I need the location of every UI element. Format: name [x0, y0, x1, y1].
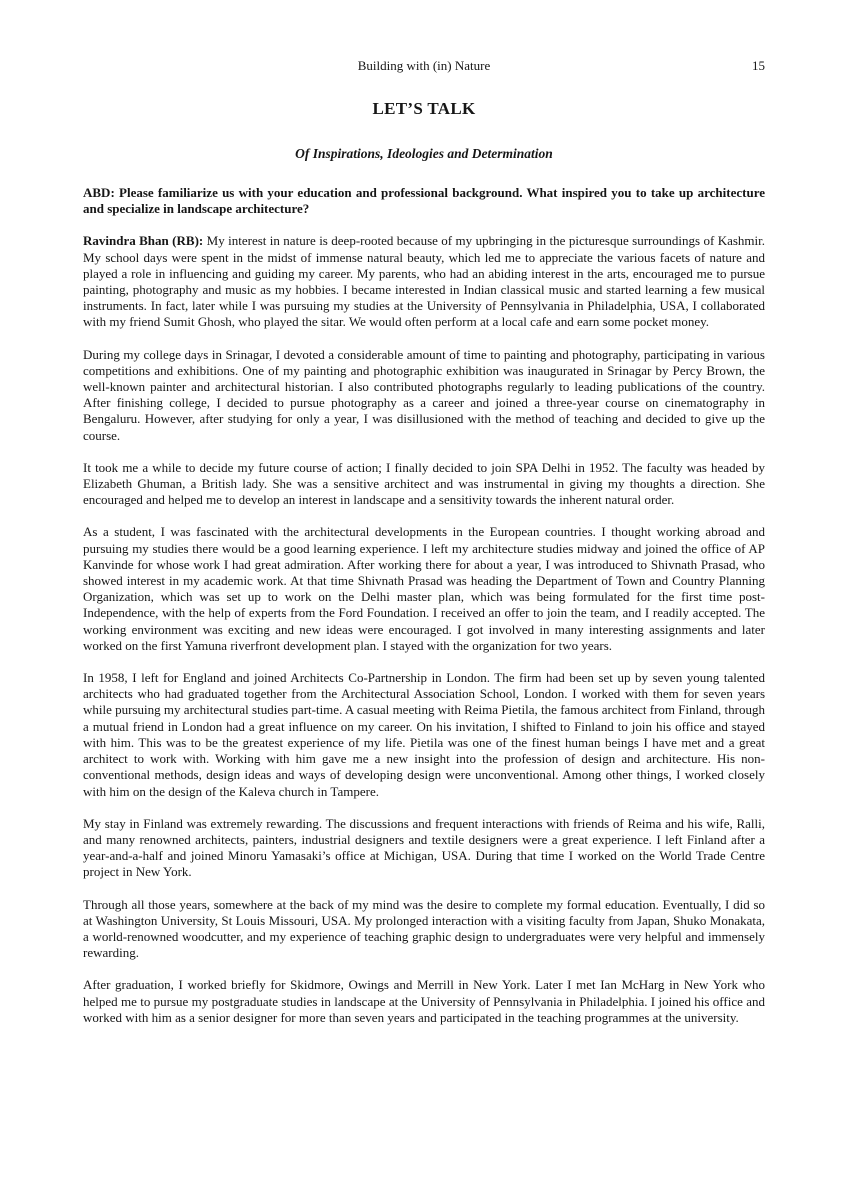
answer-paragraph: It took me a while to decide my future course of action; I finally decided to join SPA Delhi in 1952. The faculty was headed by Elizabeth Ghuman, a British lady. She was a sensitive architect and was instrumental in giving my thoughts a direction. She encouraged and helped me to develop an interest in landscape and a sensitivity towards the inherent natural order. [83, 459, 765, 508]
answer-paragraph: Through all those years, somewhere at the back of my mind was the desire to complete my formal education. Eventually, I did so at Washington University, St Louis Missouri, USA. My prolonged interaction with a visiting faculty from Japan, Shuko Monakata, a world-renowned woodcutter, and my experience of teaching graphic design to undergraduates were very helpful and immensely rewarding. [83, 896, 765, 961]
page-header [83, 58, 765, 74]
interview-question: ABD: Please familiarize us with your education and professional background. What inspired you to take up architecture and specialize in landscape architecture? [83, 185, 765, 217]
answer-paragraph: During my college days in Srinagar, I devoted a considerable amount of time to painting and photography, participating in various competitions and exhibitions. One of my painting and photographic exhibition was inaugurated in Srinagar by Percy Brown, the well-known painter and architectural historian. I also contributed photographs regularly to leading publications of the country. After finishing college, I decided to pursue photography as a career and joined a three-year course on cinematography in Bengaluru. However, after studying for only a year, I was disillusioned with the method of teaching and decided to give up the course. [83, 346, 765, 443]
answer-paragraph: After graduation, I worked briefly for Skidmore, Owings and Merrill in New York. Later I met Ian McHarg in New York who helped me to pursue my postgraduate studies in landscape at the University of Pennsylvania in Philadelphia. I joined his office and worked with him as a senior designer for more than seven years and participated in the teaching programmes at the university. [83, 977, 765, 1025]
chapter-title: LET’S TALK [372, 99, 476, 118]
speaker-label: Ravindra Bhan (RB): [83, 233, 204, 249]
running-title: Building with (in) Nature [357, 58, 491, 73]
chapter-subtitle: Of Inspirations, Ideologies and Determination [295, 146, 553, 161]
answer-paragraph [83, 233, 765, 330]
answer-paragraph: As a student, I was fascinated with the architectural developments in the European countries. I thought working abroad and pursuing my studies there would be a good learning experience. I left my architecture studies midway and joined the office of AP Kanvinde for whose work I had great admiration. After working there for about a year, I was introduced to Shivnath Prasad, who showed interest in my academic work. At that time Shivnath Prasad was heading the Department of Town and Country Planning Organization, which was set up to work on the Delhi master plan, which was being formulated for the first time post-Independence, with the help of experts from the Ford Foundation. I received an offer to join the team, and I readily accepted. The working environment was exciting and new ideas were encouraged. I got involved in many interesting assignments and later worked on the first Yamuna riverfront development plan. I stayed with the organization for two years. [83, 524, 765, 653]
answer-paragraph: My stay in Finland was extremely rewarding. The discussions and frequent interactions with friends of Reima and his wife, Ralli, and many renowned architects, painters, industrial designers and textile designers were a great experience. I left Finland after a year-and-a-half and joined Minoru Yamasaki’s office at Michigan, USA. During that time I worked on the World Trade Centre project in New York. [83, 815, 765, 880]
answer-paragraph-text: My interest in nature is deep-rooted because of my upbringing in the picturesque surroundings of Kashmir. My school days were spent in the midst of immense natural beauty, which led me to appreciate the various facets of nature and played a role in influencing and guiding my career. My parents, who had an abiding interest in the arts, encouraged me to pursue painting, photography and music as my hobbies. I became interested in Indian classical music and started learning a few musical instruments. In fact, later while I was pursuing my studies at the University of Pennsylvania in Philadelphia, USA, I collaborated with my friend Sumit Ghosh, who played the sitar. We would often perform at a local cafe and earn some pocket money. [83, 233, 765, 330]
page-number: 15 [752, 58, 765, 73]
answer-paragraph: In 1958, I left for England and joined Architects Co-Partnership in London. The firm had been set up by seven young talented architects who had graduated together from the Architectural Association School, London. I worked with them for seven years while pursuing my architectural studies part-time. A casual meeting with Reima Pietila, the famous architect from Finland, through a mutual friend in London had a great influence on my career. On his invitation, I shifted to Finland to join his office and stayed with him. This was to be the greatest experience of my life. Pietila was one of the finest human beings I have met and a great architect to work with. Working with him gave me a new insight into the profession of design and architecture. His non-conventional methods, design ideas and ways of developing design were unconventional. Among other things, I worked closely with him on the design of the Kaleva church in Tampere. [83, 670, 765, 799]
